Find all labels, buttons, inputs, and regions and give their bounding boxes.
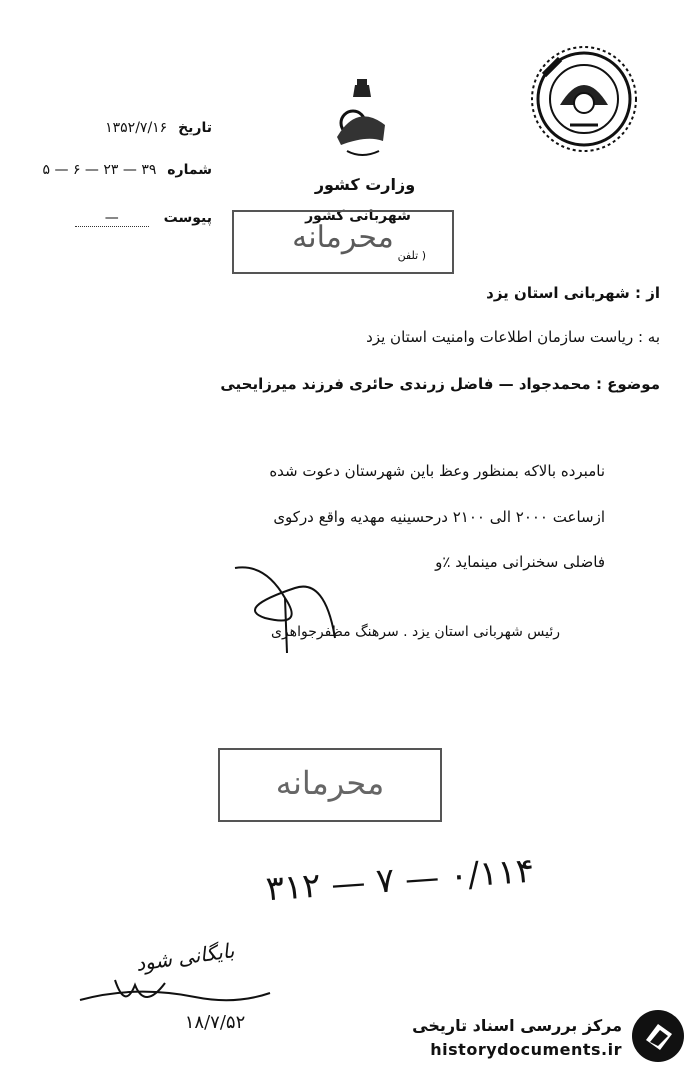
paragraph-line-1: نامبرده بالاکه بمنظور وعظ باین شهرستان دعوت شده [269,462,605,480]
attachment-row [42,210,212,226]
subject-line: موضوع : محمدجواد — فاضل زرندی حائری فرزند میرزایحیی [220,375,660,393]
paragraph-line-3: فاضلی سخنرانی مینماید ٪و [435,553,605,571]
watermark-logo-icon [632,1010,684,1062]
ministry-title: وزارت کشور [314,175,416,194]
date-label: تاریخ [178,120,212,136]
confidential-stamp-top-text: محرمانه [292,220,394,255]
from-line: از : شهربانی استان یزد [486,284,660,302]
number-label: شماره [167,162,212,178]
signature-scribble [225,558,345,658]
date-value: ۱۳۵۲/۷/۱۶ [105,120,168,136]
date-row [42,120,212,136]
confidential-stamp-bottom [218,748,442,822]
confidential-stamp-top [232,210,454,274]
department-title: شهربانی کشور [305,208,411,224]
watermark-url: historydocuments.ir [430,1040,622,1059]
number-row [42,162,212,178]
handwritten-code: ۳۱۲ — ۷ — ۰/۱۱۴ [264,850,536,910]
handwritten-note-2: ۱۸/۷/۵۲ [184,1012,246,1033]
number-value: ۳۹ — ۲۳ — ۶ — ۵ [42,162,157,178]
round-seal [530,45,638,153]
watermark-title: مرکز بررسی اسناد تاریخی [412,1016,622,1035]
signature-line: رئیس شهربانی استان یزد . سرهنگ مظفرجواهری [271,624,560,640]
paragraph-line-2: ازساعت ۲۰۰۰ الی ۲۱۰۰ درحسینیه مهدیه واقع درکوی [273,508,605,526]
handwritten-scribble [75,975,275,1015]
confidential-stamp-bottom-text: محرمانه [275,764,385,802]
lion-sun-emblem [327,75,397,165]
attachment-label: پیوست [163,210,212,226]
attachment-value: — [75,210,149,227]
handwritten-note-1: بایگانی شود [134,938,236,976]
to-line: به : ریاست سازمان اطلاعات وامنیت استان یزد [366,328,660,346]
phone-label: ( تلفن [397,249,426,262]
